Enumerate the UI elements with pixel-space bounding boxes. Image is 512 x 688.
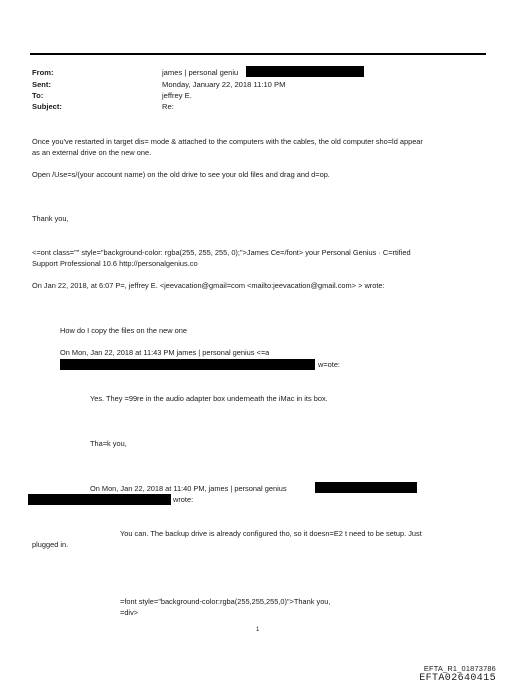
redaction-bar: [315, 482, 417, 493]
to-value: jeffrey E.: [162, 91, 192, 100]
quoted-thanks: Tha=k you,: [90, 439, 127, 448]
header-rule: [30, 53, 486, 55]
signature-line: <=ont class="" style="background-color: rgba(255, 255, 255, 0);">James Ce=/font> your Personal Genius · C=rtified: [32, 248, 411, 257]
quote-header-wrote: w=ote:: [318, 360, 340, 369]
from-label: From:: [32, 68, 54, 77]
quoted-reply: Yes. They =99re in the audio adapter box underneath the iMac in its box.: [90, 394, 328, 403]
document-id-small: EFTA_R1_01873786: [423, 664, 496, 673]
thanks-text: Thank you,: [32, 214, 69, 223]
subject-value: Re:: [162, 102, 174, 111]
sent-label: Sent:: [32, 80, 51, 89]
body-paragraph: Open /Use=s/(your account name) on the old drive to see your old files and drag and d=op.: [32, 170, 330, 179]
redaction-bar: [246, 66, 364, 77]
html-fragment-line: =font style="background-color:rgba(255,255,255,0)">Thank you,: [120, 597, 331, 606]
quoted-question: How do I copy the files on the new one: [60, 326, 187, 335]
body-paragraph-line: Once you've restarted in target dis= mode & attached to the computers with the cables, the old computer sho=ld appear: [32, 137, 423, 146]
page-number: 1: [256, 627, 260, 633]
quoted-reply: You can. The backup drive is already configured tho, so it doesn=E2 t need to be setup. Just: [120, 529, 422, 538]
quote-header: On Mon, Jan 22, 2018 at 11:43 PM james | personal genius <=a: [60, 348, 270, 357]
subject-label: Subject:: [32, 102, 62, 111]
sent-value: Monday, January 22, 2018 11:10 PM: [162, 80, 286, 89]
quote-header: On Jan 22, 2018, at 6:07 P=, jeffrey E. <jeevacation@gmail=com <mailto:jeevacation@gmail.com> > wrote:: [32, 281, 385, 290]
quote-header: On Mon, Jan 22, 2018 at 11:40 PM, james | personal genius: [90, 484, 287, 493]
to-label: To:: [32, 91, 44, 100]
signature-line: Support Professional 10.6 http://personalgenius.co: [32, 259, 198, 268]
html-fragment-line: =div>: [120, 608, 139, 617]
redaction-bar: [28, 494, 171, 505]
document-id-large: EFTA02640415: [419, 673, 496, 684]
quote-header-wrote: wrote:: [173, 495, 194, 504]
from-value: james | personal geniu: [162, 68, 239, 77]
quoted-reply-continuation: plugged in.: [32, 540, 69, 549]
body-paragraph-line: as an external drive on the new one.: [32, 148, 152, 157]
redaction-bar: [60, 359, 315, 370]
